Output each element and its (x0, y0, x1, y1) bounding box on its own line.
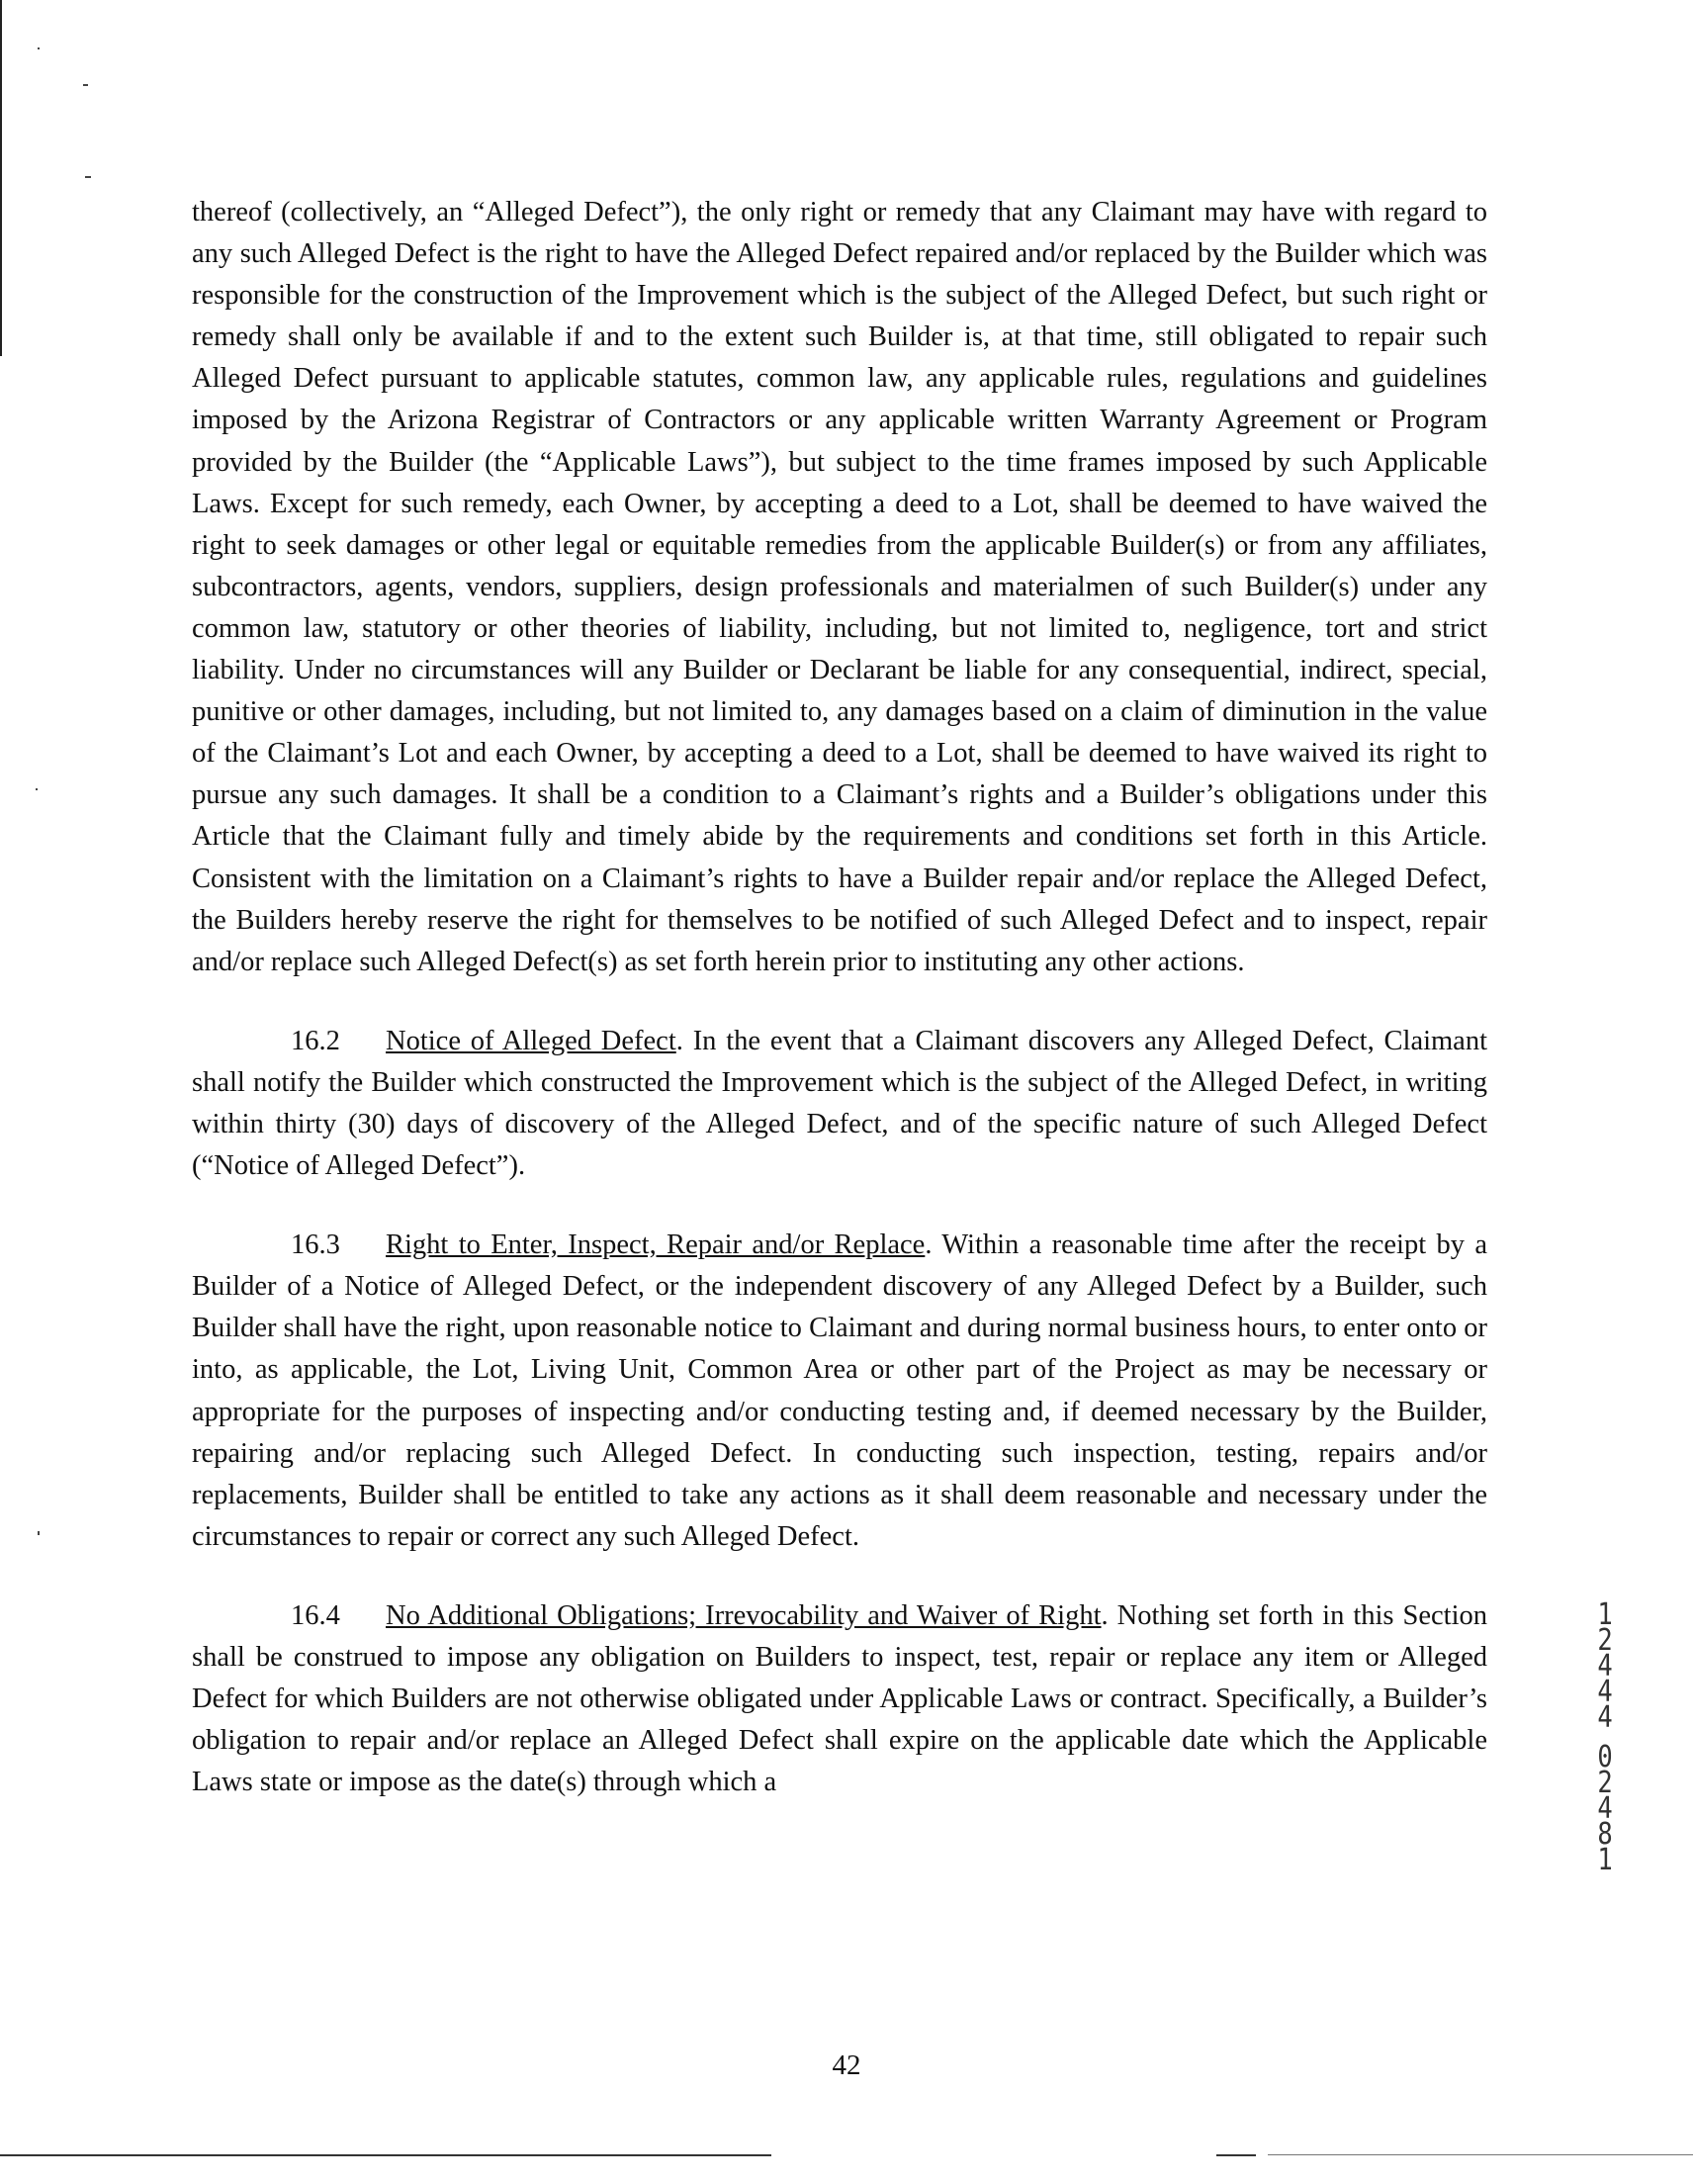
section-text: . Nothing set forth in this Section shall be construed to impose any obligation on Builders to inspect, test, repair or replace any item or Alleged Defect for which Builders are not otherwise obligated under Applicable Laws or contract. Specifically, a Builder’s obligation to repair and/or replace an Alleged Defect shall expire on the applicable date which the Applicable Laws state or impose as the date(s) through which a (192, 1599, 1488, 1798)
scan-speck (38, 47, 40, 49)
scan-edge-bottom-right (1268, 2154, 1693, 2155)
stamp-digit: 2 (1597, 1623, 1613, 1658)
stamp-digit: 4 (1597, 1649, 1613, 1684)
section-heading: No Additional Obligations; Irrevocability and Waiver of Right (386, 1599, 1102, 1631)
scan-edge-left (0, 0, 2, 356)
scan-edge-bottom-fragment (1216, 2154, 1256, 2156)
stamp-digit: 1 (1597, 1597, 1613, 1632)
section-heading: Notice of Alleged Defect (386, 1025, 676, 1056)
stamp-digit: 2 (1597, 1766, 1613, 1800)
scan-speck (83, 84, 88, 86)
scan-speck (85, 176, 91, 178)
section-16-2 (192, 1021, 1487, 1187)
section-16-4 (192, 1595, 1487, 1803)
section-16-3 (192, 1225, 1487, 1558)
stamp-digit: 8 (1597, 1817, 1613, 1852)
section-number: 16.4 (291, 1599, 340, 1631)
section-number: 16.3 (291, 1229, 340, 1261)
scan-speck (38, 1531, 40, 1535)
scan-speck (36, 788, 38, 790)
section-text: . In the event that a Claimant discovers any Alleged Defect, Claimant shall notify the Builder which constructed the Improvement which is the subject of the Alleged Defect, in writing within thirty (30) days of discovery of the Alleged Defect, and of the specific nature of such Alleged Defect (“Notice of Alleged Defect”). (192, 1025, 1487, 1182)
scan-edge-bottom (0, 2154, 771, 2156)
page-number: 42 (832, 2049, 861, 2081)
paragraph-continuation: thereof (collectively, an “Alleged Defect”), the only right or remedy that any Claimant may have with regard to any such Alleged Defect is the right to have the Alleged Defect repaired and/or replaced by the Builder which was responsible for the construction of the Improvement which is the subject of the Alleged Defect, but such right or remedy shall only be available if and to the extent such Builder is, at that time, still obligated to repair such Alleged Defect pursuant to applicable statutes, common law, any applicable rules, regulations and guidelines imposed by the Arizona Registrar of Contractors or any applicable written Warranty Agreement or Program provided by the Builder (the “Applicable Laws”), but subject to the time frames imposed by such Applicable Laws. Except for such remedy, each Owner, by accepting a deed to a Lot, shall be deemed to have waived the right to seek damages or other legal or equitable remedies from the applicable Builder(s) or from any affiliates, subcontractors, agents, vendors, suppliers, design professionals and materialmen of such Builder(s) under any common law, statutory or other theories of liability, including, but not limited to, negligence, tort and strict liability. Under no circumstances will any Builder or Declarant be liable for any consequential, indirect, special, punitive or other damages, including, but not limited to, any damages based on a claim of diminution in the value of the Claimant’s Lot and each Owner, by accepting a deed to a Lot, shall be deemed to have waived its right to pursue any such damages. It shall be a condition to a Claimant’s rights and a Builder’s obligations under this Article that the Claimant fully and timely abide by the requirements and conditions set forth in this Article. Consistent with the limitation on a Claimant’s rights to have a Builder repair and/or replace the Alleged Defect, the Builders hereby reserve the right for themselves to be notified of such Alleged Defect and to inspect, repair and/or replace such Alleged Defect(s) as set forth herein prior to instituting any other actions. (192, 197, 1487, 977)
document-body (192, 192, 1487, 1841)
stamp-digit: 1 (1597, 1843, 1613, 1877)
section-heading: Right to Enter, Inspect, Repair and/or Replace (386, 1229, 926, 1261)
stamp-digit: 0 (1597, 1740, 1613, 1774)
section-text: . Within a reasonable time after the receipt by a Builder of a Notice of Alleged Defect, or the independent discovery of any Alleged Defect by a Builder, such Builder shall have the right, upon reasonable notice to Claimant and during normal business hours, to enter onto or into, as applicable, the Lot, Living Unit, Common Area or other part of the Project as may be necessary or appropriate for the purposes of inspecting and/or conducting testing and, if deemed necessary by the Builder, repairing and/or replacing such Alleged Defect. In conducting such inspection, testing, repairs and/or replacements, Builder shall be entitled to take any actions as it shall deem reasonable and necessary under the circumstances to repair or correct any such Alleged Defect. (192, 1229, 1487, 1552)
stamp-digit: 4 (1597, 1791, 1613, 1826)
stamp-digit: 4 (1597, 1675, 1613, 1709)
stamp-digit: 4 (1597, 1700, 1613, 1735)
section-number: 16.2 (291, 1025, 340, 1056)
recording-number-stamp (1592, 1597, 1618, 1877)
